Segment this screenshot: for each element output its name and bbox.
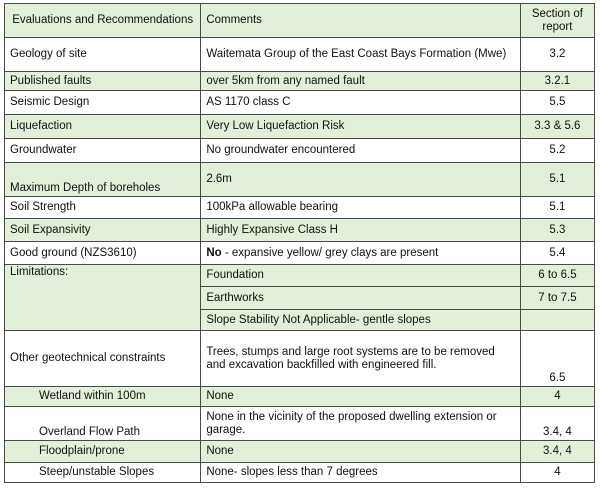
row-section: 3.2: [520, 38, 594, 72]
subrow-comment: None: [201, 387, 521, 407]
table-row: [5, 115, 595, 139]
table-row: [5, 197, 595, 219]
limitations-label: Limitations:: [5, 265, 201, 331]
limitation-section: [520, 310, 594, 331]
row-section: 5.3: [520, 219, 594, 242]
table-row: [5, 163, 595, 197]
subrow-label: Floodplain/prone: [5, 441, 201, 463]
row-section: 5.5: [520, 91, 594, 115]
comment-rest: - expansive yellow/ grey clays are present: [221, 246, 439, 259]
table-row: [5, 219, 595, 242]
row-label: Geology of site: [5, 38, 201, 72]
constraints-comment: Trees, stumps and large root systems are to be removed and excavation backfilled with engineered fill.: [201, 331, 521, 387]
table-row: [5, 72, 595, 91]
table-row: [5, 38, 595, 72]
subrow-section: 3.4, 4: [520, 407, 594, 441]
row-section: 5.2: [520, 139, 594, 163]
row-label: Groundwater: [5, 139, 201, 163]
row-label: Maximum Depth of boreholes: [5, 163, 201, 197]
row-section: 5.1: [520, 197, 594, 219]
row-comment: 2.6m: [201, 163, 521, 197]
row-section: 3.2.1: [520, 72, 594, 91]
table-row: [5, 91, 595, 115]
constraints-label: Other geotechnical constraints: [5, 331, 201, 387]
row-comment: 100kPa allowable bearing: [201, 197, 521, 219]
row-label: Soil Strength: [5, 197, 201, 219]
row-comment: No groundwater encountered: [201, 139, 521, 163]
subrow-comment: None in the vicinity of the proposed dwelling extension or garage.: [201, 407, 521, 441]
table-row: [5, 242, 595, 265]
subrow-comment: None- slopes less than 7 degrees: [201, 463, 521, 483]
row-comment: Waitemata Group of the East Coast Bays Formation (Mwe): [201, 38, 521, 72]
row-section: 5.1: [520, 163, 594, 197]
limitation-comment: Foundation: [201, 265, 521, 287]
constraints-section: 6.5: [520, 331, 594, 387]
row-comment: over 5km from any named fault: [201, 72, 521, 91]
row-label: Good ground (NZS3610): [5, 242, 201, 265]
row-comment: [201, 242, 521, 265]
limitation-section: 7 to 7.5: [520, 287, 594, 310]
table-subrow: [5, 407, 595, 441]
table-row: [5, 139, 595, 163]
row-section: 5.4: [520, 242, 594, 265]
limitation-section: 6 to 6.5: [520, 265, 594, 287]
header-row: [5, 4, 595, 38]
header-evaluations: Evaluations and Recommendations: [5, 4, 201, 38]
limitation-comment: Earthworks: [201, 287, 521, 310]
row-label: Published faults: [5, 72, 201, 91]
comment-bold: No: [206, 246, 222, 259]
header-section: Section of report: [520, 4, 594, 38]
subrow-section: 4: [520, 387, 594, 407]
table-subrow: [5, 387, 595, 407]
row-label: Seismic Design: [5, 91, 201, 115]
subrow-section: 3.4, 4: [520, 441, 594, 463]
table-subrow: [5, 441, 595, 463]
table-row-limitations: [5, 265, 595, 287]
limitation-comment: Slope Stability Not Applicable- gentle slopes: [201, 310, 521, 331]
table-subrow: [5, 463, 595, 483]
row-label: Liquefaction: [5, 115, 201, 139]
row-label: Soil Expansivity: [5, 219, 201, 242]
row-comment: AS 1170 class C: [201, 91, 521, 115]
subrow-comment: None: [201, 441, 521, 463]
row-comment: Very Low Liquefaction Risk: [201, 115, 521, 139]
row-section: 3.3 & 5.6: [520, 115, 594, 139]
subrow-label: Wetland within 100m: [5, 387, 201, 407]
subrow-label: Overland Flow Path: [5, 407, 201, 441]
table-row-constraints: [5, 331, 595, 387]
geotech-summary-table: [4, 3, 595, 483]
row-comment: Highly Expansive Class H: [201, 219, 521, 242]
header-comments: Comments: [201, 4, 521, 38]
subrow-section: 4: [520, 463, 594, 483]
subrow-label: Steep/unstable Slopes: [5, 463, 201, 483]
